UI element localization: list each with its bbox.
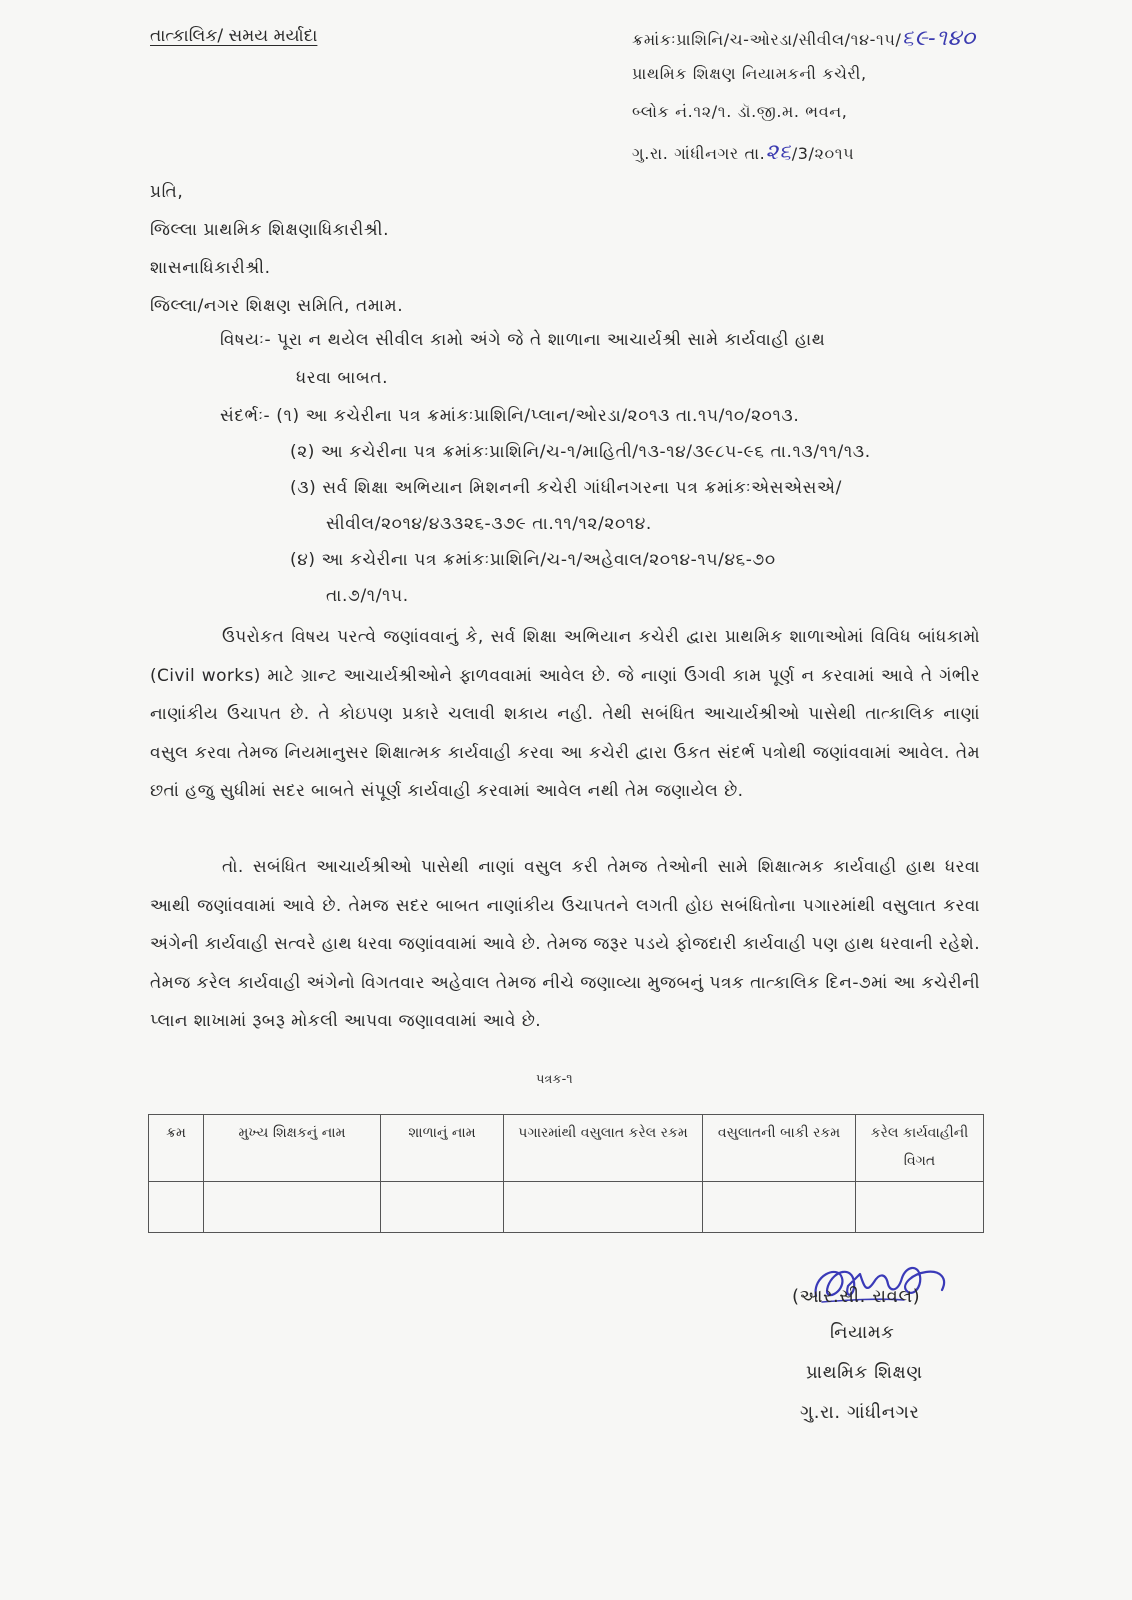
table-cell — [381, 1182, 504, 1233]
date-handwritten: ૨૬ — [765, 140, 792, 165]
header-amount-recovered: પગારમાંથી વસુલાત કરેલ રકમ — [504, 1115, 703, 1182]
body-paragraph-2 — [150, 848, 980, 1041]
to-label: પ્રતિ, — [150, 182, 184, 202]
table-cell — [204, 1182, 381, 1233]
reference-number-printed: ક્રમાંકઃપ્રાશિનિ/ચ-ઓરડા/સીવીલ/૧૪-૧૫/ — [632, 30, 902, 49]
reference-number-handwritten: ૬૯-૧૪૦ — [901, 26, 976, 51]
reference-number — [632, 26, 976, 51]
table-row — [149, 1182, 984, 1233]
body-paragraph-1-text: ઉપરોકત વિષય પરત્વે જણાંવવાનું કે, સર્વ શિક્ષા અભિયાન કચેરી દ્વારા પ્રાથમિક શાળાઓમાં વિવિધ બાંધકામો (Civil works) માટે ગ્રાન્ટ આચાર્યશ્રીઓને ફાળવવામાં આવેલ છે. જે નાણાં ઉગવી કામ પૂર્ણ ન કરવામાં આવે તે ગંભીર નાણાંકીય ઉચાપત છે. તે કોઇપણ પ્રકારે ચલાવી શકાય નહી. તેથી સબંધિત આચાર્યશ્રીઓ પાસેથી તાત્કાલિક નાણાં વસુલ કરવા તેમજ નિયમાનુસર શિક્ષાત્મક કાર્યવાહી કરવા આ કચેરી દ્વારા ઉકત સંદર્ભ પત્રોથી જણાંવવામાં આવેલ. તેમ છતાં હજુ સુધીમાં સદર બાબતે સંપૂર્ણ કાર્યવાહી કરવામાં આવેલ નથી તેમ જણાયેલ છે. — [150, 627, 980, 801]
addressee-line-2: શાસનાધિકારીશ્રી. — [150, 258, 271, 278]
body-paragraph-2-text: તો. સબંધિત આચાર્યશ્રીઓ પાસેથી નાણાં વસુલ કરી તેમજ તેઓની સામે શિક્ષાત્મક કાર્યવાહી હાથ ધરવા આથી જણાંવવામાં આવે છે. તેમજ સદર બાબત નાણાંકીય ઉચાપતને લગતી હોઇ સબંધિતોના પગારમાંથી વસુલાત કરવા અંગેની કાર્યવાહી સત્વરે હાથ ધરવા જણાંવવામાં આવે છે. તેમજ જરૂર પડયે ફોજદારી કાર્યવાહી પણ હાથ ધરવાની રહેશે. તેમજ કરેલ કાર્યવાહી અંગેનો વિગતવાર અહેવાલ તેમજ નીચે જણાવ્યા મુજબનું પત્રક તાત્કાલિક દિન-૭માં આ કચેરીની પ્લાન શાખામાં રૂબરૂ મોકલી આપવા જણાવવામાં આવે છે. — [150, 857, 980, 1031]
signatory-name: (આર.સી. રાવલ) — [792, 1286, 921, 1307]
table-cell — [856, 1182, 984, 1233]
reference-3a: (૩) સર્વ શિક્ષા અભિયાન મિશનની કચેરી ગાંધીનગરના પત્ર ક્રમાંકઃએસએસએ/ — [290, 478, 842, 498]
date-prefix: ગુ.રા. ગાંધીનગર તા. — [632, 144, 766, 163]
reference-4b: તા.૭/૧/૧૫. — [326, 586, 409, 606]
signatory-department: પ્રાથમિક શિક્ષણ — [806, 1362, 923, 1383]
office-address: બ્લોક નં.૧૨/૧. ડૉ.જી.મ. ભવન, — [632, 102, 848, 121]
addressee-line-1: જિલ્લા પ્રાથમિક શિક્ષણાધિકારીશ્રી. — [150, 220, 390, 240]
subject-line-2: ધરવા બાબત. — [296, 368, 389, 388]
reference-3b: સીવીલ/૨૦૧૪/૪૩૩૨૬-૩૭૯ તા.૧૧/૧૨/૨૦૧૪. — [326, 514, 652, 534]
patrak-table — [148, 1114, 984, 1233]
office-name: પ્રાથમિક શિક્ષણ નિયામકની કચેરી, — [632, 64, 867, 83]
addressee-line-3: જિલ્લા/નગર શિક્ષણ સમિતિ, તમામ. — [150, 296, 404, 316]
header-action-details: કરેલ કાર્યવાહીની વિગત — [856, 1115, 984, 1182]
reference-2: (૨) આ કચેરીના પત્ર ક્રમાંકઃપ્રાશિનિ/ચ-૧/માહિતી/૧૩-૧૪/૩૯૮૫-૯૬ તા.૧૩/૧૧/૧૩. — [290, 442, 871, 462]
header-school-name: શાળાનું નામ — [381, 1115, 504, 1182]
header-head-teacher-name: મુખ્ય શિક્ષકનું નામ — [204, 1115, 381, 1182]
signatory-place: ગુ.રા. ગાંધીનગર — [800, 1402, 920, 1423]
body-paragraph-1 — [150, 618, 980, 811]
header-krama: ક્રમ — [149, 1115, 204, 1182]
table-cell — [504, 1182, 703, 1233]
table-cell — [149, 1182, 204, 1233]
reference-4a: (૪) આ કચેરીના પત્ર ક્રમાંકઃપ્રાશિનિ/ચ-૧/અહેવાલ/૨૦૧૪-૧૫/૪૬-૭૦ — [290, 550, 776, 570]
header-amount-remaining: વસુલાતની બાકી રકમ — [703, 1115, 856, 1182]
urgent-label: તાત્કાલિક/ સમય મર્યાદા — [150, 26, 318, 46]
signatory-designation: નિયામક — [830, 1322, 895, 1343]
subject-line-1: વિષયઃ- પૂરા ન થયેલ સીવીલ કામો અંગે જે તે શાળાના આચાર્યશ્રી સામે કાર્યવાહી હાથ — [220, 330, 826, 350]
patrak-title: પત્રક-૧ — [536, 1072, 573, 1087]
reference-1: સંદર્ભઃ- (૧) આ કચેરીના પત્ર ક્રમાંકઃપ્રાશિનિ/પ્લાન/ઓરડા/૨૦૧૩ તા.૧૫/૧૦/૨૦૧૩. — [220, 406, 800, 426]
letter-date — [632, 140, 854, 165]
date-suffix: /3/૨૦૧૫ — [791, 144, 855, 163]
table-cell — [703, 1182, 856, 1233]
patrak-header-row — [149, 1115, 984, 1182]
